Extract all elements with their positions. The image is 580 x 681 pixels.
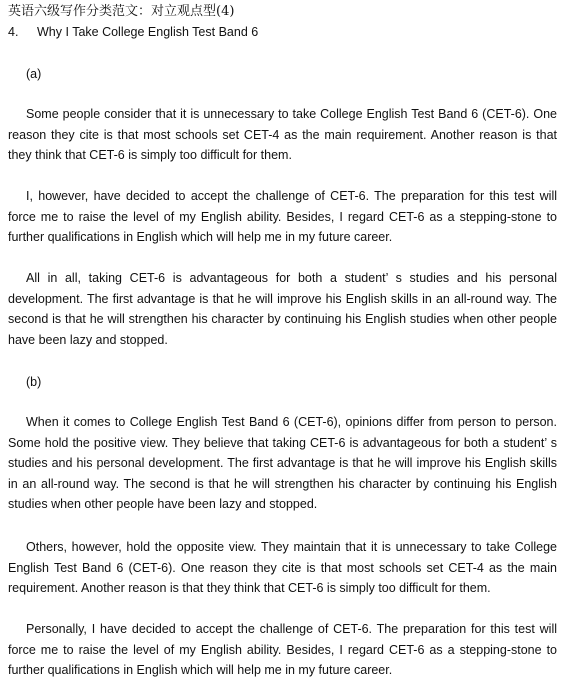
essay-heading — [8, 23, 258, 41]
section-a-paragraph-2: I, however, have decided to accept the challenge of CET-6. The preparation for this test will force me to raise the level of my English ability. Besides, I regard CET-6 as a stepping-stone to further qualifications in English which will help me in my future career. — [8, 189, 557, 244]
section-b-label: (b) — [26, 375, 42, 389]
section-b-paragraph-3: Personally, I have decided to accept the challenge of CET-6. The preparation for this test will force me to raise the level of my English ability. Besides, I regard CET-6 as a stepping-stone to further qualifications in English which will help me in my future career. — [8, 622, 557, 677]
page-header: 英语六级写作分类范文：对立观点型(4) — [8, 4, 235, 19]
section-a-label: (a) — [26, 67, 42, 81]
section-a-paragraph-3: All in all, taking CET-6 is advantageous for both a student’ s studies and his personal development. The first advantage is that he will improve his English skills in an all-round way. The second is that he will strengthen his character by continuing his English studies when other people have been lazy and stopped. — [8, 271, 557, 347]
essay-number: 4. — [8, 25, 19, 39]
essay-title: Why I Take College English Test Band 6 — [37, 25, 259, 39]
section-a-paragraph-1: Some people consider that it is unnecessary to take College English Test Band 6 (CET-6). One reason they cite is that most schools set CET-4 as the main requirement. Another reason is that they think that CET-6 is simply too difficult for them. — [8, 107, 557, 162]
section-b-paragraph-2: Others, however, hold the opposite view. They maintain that it is unnecessary to take College English Test Band 6 (CET-6). One reason they cite is that most schools set CET-4 as the main requirement. Another reason is that they think that CET-6 is simply too difficult for them. — [8, 540, 557, 595]
section-b-paragraph-1: When it comes to College English Test Band 6 (CET-6), opinions differ from person to person. Some hold the positive view. They believe that taking CET-6 is advantageous for both a student’ s studies and his personal development. The first advantage is that he will improve his English skills in an all-round way. The second is that he will strengthen his character by continuing his English studies when other people have been lazy and stopped. — [8, 415, 557, 511]
